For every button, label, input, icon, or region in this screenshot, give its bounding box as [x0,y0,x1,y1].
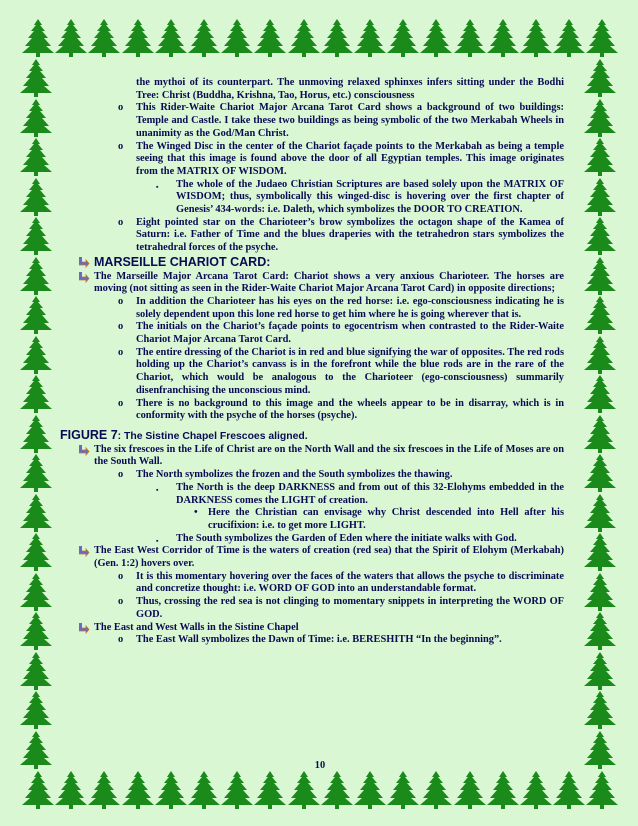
list-item-text: The Marseille Major Arcana Tarot Card: Chariot shows a very anxious Charioteer. The horses are moving (not sitting as seen in the Rider-Waite Chariot Major Arcana Tarot Card) in opposite directions; [94,270,564,295]
border-top [0,18,638,58]
paragraph [76,77,564,102]
christmas-tree-icon [18,98,54,138]
christmas-tree-icon [153,770,189,810]
circle-bullet-icon: o [118,634,124,646]
christmas-tree-icon [582,611,618,651]
circle-bullet-icon: o [118,469,124,481]
list-item [76,622,564,635]
christmas-tree-icon [582,532,618,572]
christmas-tree-icon [20,770,56,810]
christmas-tree-icon [582,651,618,691]
christmas-tree-icon [582,98,618,138]
list-item-text: Eight pointed star on the Charioteer’s brow symbolizes the octagon shape of the Kamea of Saturn: i.e. Father of Time and the blues draperies with the tetrahedron stars symbolizes the tetrahedral forces of the psyche. [136,216,564,254]
figure-caption [60,429,564,444]
border-right [582,58,622,770]
list-item [76,271,564,296]
list-item [76,347,564,398]
circle-bullet-icon: o [118,596,124,608]
christmas-tree-icon [518,770,554,810]
section-heading [76,256,564,271]
christmas-tree-icon [18,572,54,612]
christmas-tree-icon [18,216,54,256]
list-item-text: The entire dressing of the Chariot is in red and blue signifying the war of opposites. The red rods holding up the Chariot’s canvass is in the forefront while the blue rods are in the rare of the Chariot, which would be analogous to the Charioteer (ego-consciousness) summarily disenfranchising the unconscious mind. [136,346,564,396]
figure-caption-text: : The Sistine Chapel Frescoes aligned. [117,430,308,442]
christmas-tree-icon [385,18,421,58]
christmas-tree-icon [582,414,618,454]
christmas-tree-icon [18,611,54,651]
arrow-bullet-icon [78,271,90,283]
arrow-bullet-icon [78,622,90,634]
christmas-tree-icon [551,18,587,58]
list-item [76,398,564,423]
christmas-tree-icon [584,770,620,810]
christmas-tree-icon [18,177,54,217]
figure-label: FIGURE 7 [60,427,118,442]
christmas-tree-icon [153,18,189,58]
christmas-tree-icon [18,730,54,770]
christmas-tree-icon [582,453,618,493]
christmas-tree-icon [582,335,618,375]
circle-bullet-icon: o [118,140,124,152]
christmas-tree-icon [582,730,618,770]
christmas-tree-icon [582,137,618,177]
list-item-text: The East and West Walls in the Sistine Chapel [94,621,299,633]
list-item-text: The East West Corridor of Time is the waters of creation (red sea) that the Spirit of Elohym (Merkabah) (Gen. 1:2) hovers over. [94,545,564,570]
christmas-tree-icon [352,770,388,810]
christmas-tree-icon [418,770,454,810]
page-number: 10 [314,760,326,771]
list-item [76,507,564,532]
list-item [76,102,564,140]
christmas-tree-icon [186,18,222,58]
christmas-tree-icon [18,651,54,691]
list-item [76,179,564,217]
christmas-tree-icon [286,770,322,810]
list-item-text: The six frescoes in the Life of Christ are on the North Wall and the six frescoes in the Life of Moses are on the South Wall. [94,443,564,468]
list-item-text: This Rider-Waite Chariot Major Arcana Tarot Card shows a background of two buildings: Temple and Castle. I take these two buildings as being symbolic of the two Merkabah Wheels in unanimity as the God/Man Christ. [136,102,564,139]
list-item [76,571,564,596]
list-item-text: There is no background to this image and the wheels appear to be in disarray, which is in conformity with the psyche of the horses (psyche). [136,397,564,422]
christmas-tree-icon [518,18,554,58]
square-bullet-icon: ▪ [156,485,159,494]
list-item-text: Thus, crossing the red sea is not clinging to momentary snippets in interpreting the WORD OF GOD. [136,596,564,620]
list-item-text: The South symbolizes the Garden of Eden where the initiate walks with God. [176,532,517,544]
christmas-tree-icon [582,493,618,533]
circle-bullet-icon: o [118,102,124,114]
christmas-tree-icon [319,18,355,58]
list-item [76,321,564,346]
square-bullet-icon: ▪ [156,536,159,545]
christmas-tree-icon [219,770,255,810]
christmas-tree-icon [584,18,620,58]
christmas-tree-icon [219,18,255,58]
christmas-tree-icon [18,335,54,375]
christmas-tree-icon [18,295,54,335]
christmas-tree-icon [18,256,54,296]
circle-bullet-icon: o [118,321,124,333]
christmas-tree-icon [485,770,521,810]
circle-bullet-icon: o [118,346,124,358]
border-left [18,58,58,770]
christmas-tree-icon [582,572,618,612]
border-bottom [0,770,638,810]
christmas-tree-icon [252,18,288,58]
list-item-text: The whole of the Judaeo Christian Scriptures are based solely upon the MATRIX OF WISDOM; thus, symbolically this winged-disc is hovering over the first chapter of Genesis’ 434-words: i.e. Daleth, which symbolizes the DOOR TO CREATION. [176,178,564,216]
christmas-tree-icon [452,18,488,58]
christmas-tree-icon [18,58,54,98]
list-item [76,469,564,482]
christmas-tree-icon [385,770,421,810]
list-item [76,482,564,507]
christmas-tree-icon [286,18,322,58]
circle-bullet-icon: o [118,295,124,307]
christmas-tree-icon [18,374,54,414]
dot-bullet-icon: • [194,507,198,519]
christmas-tree-icon [582,177,618,217]
list-item-text: The East Wall symbolizes the Dawn of Time: i.e. BERESHITH “In the beginning”. [136,634,502,646]
christmas-tree-icon [53,18,89,58]
christmas-tree-icon [186,770,222,810]
list-item-text: Here the Christian can envisage why Christ descended into Hell after his crucifixion: i.e. to get more LIGHT. [208,507,564,531]
christmas-tree-icon [352,18,388,58]
page-content [60,77,564,647]
christmas-tree-icon [86,18,122,58]
list-item [76,141,564,179]
arrow-bullet-icon [78,545,90,557]
list-item [76,217,564,255]
list-item [76,545,564,570]
list-item-text: It is this momentary hovering over the faces of the waters that allows the psyche to discriminate and concretize thought: i.e. WORD OF GOD into an understandable format. [136,570,564,595]
christmas-tree-icon [319,770,355,810]
circle-bullet-icon: o [118,216,124,228]
christmas-tree-icon [582,58,618,98]
list-item-text: The Winged Disc in the center of the Chariot façade points to the Merkabah as being a temple seeing that this image is found above the door of all Egyptian temples. This image originates from the MATRIX OF WISDOM. [136,140,564,177]
christmas-tree-icon [18,493,54,533]
circle-bullet-icon: o [118,397,124,409]
christmas-tree-icon [252,770,288,810]
christmas-tree-icon [120,770,156,810]
arrow-bullet-icon [78,256,90,268]
christmas-tree-icon [452,770,488,810]
list-item-text: In addition the Charioteer has his eyes on the red horse: i.e. ego-consciousness indicating he is solely dependent upon this lone red horse to get him where he is going wherever that is. [136,295,564,320]
arrow-bullet-icon [78,444,90,456]
list-item [76,634,564,647]
circle-bullet-icon: o [118,570,124,582]
christmas-tree-icon [582,295,618,335]
list-item-text: The North symbolizes the frozen and the South symbolizes the thawing. [136,469,453,481]
christmas-tree-icon [582,374,618,414]
list-item [76,444,564,469]
paragraph-text: the mythoi of its counterpart. The unmoving relaxed sphinxes infers sitting under the Bodhi Tree: Christ (Buddha, Krishna, Tao, Horus, etc.) consciousness [136,77,564,101]
christmas-tree-icon [18,532,54,572]
square-bullet-icon: ▪ [156,182,159,191]
christmas-tree-icon [18,414,54,454]
christmas-tree-icon [551,770,587,810]
christmas-tree-icon [120,18,156,58]
list-item [76,296,564,321]
list-item-text: The initials on the Chariot’s façade points to egocentrism when contrasted to the Rider-Waite Chariot Major Arcana Tarot Card. [136,321,564,346]
heading-colon: : [266,254,271,269]
christmas-tree-icon [582,256,618,296]
christmas-tree-icon [582,216,618,256]
christmas-tree-icon [53,770,89,810]
heading-text: MARSEILLE CHARIOT CARD [94,254,267,269]
christmas-tree-icon [20,18,56,58]
christmas-tree-icon [418,18,454,58]
christmas-tree-icon [485,18,521,58]
christmas-tree-icon [86,770,122,810]
christmas-tree-icon [18,137,54,177]
list-item [76,533,564,546]
list-item-text: The North is the deep DARKNESS and from out of this 32-Elohyms embedded in the DARKNESS comes the LIGHT of creation. [176,481,564,506]
list-item [76,596,564,621]
christmas-tree-icon [18,453,54,493]
christmas-tree-icon [18,690,54,730]
christmas-tree-icon [582,690,618,730]
